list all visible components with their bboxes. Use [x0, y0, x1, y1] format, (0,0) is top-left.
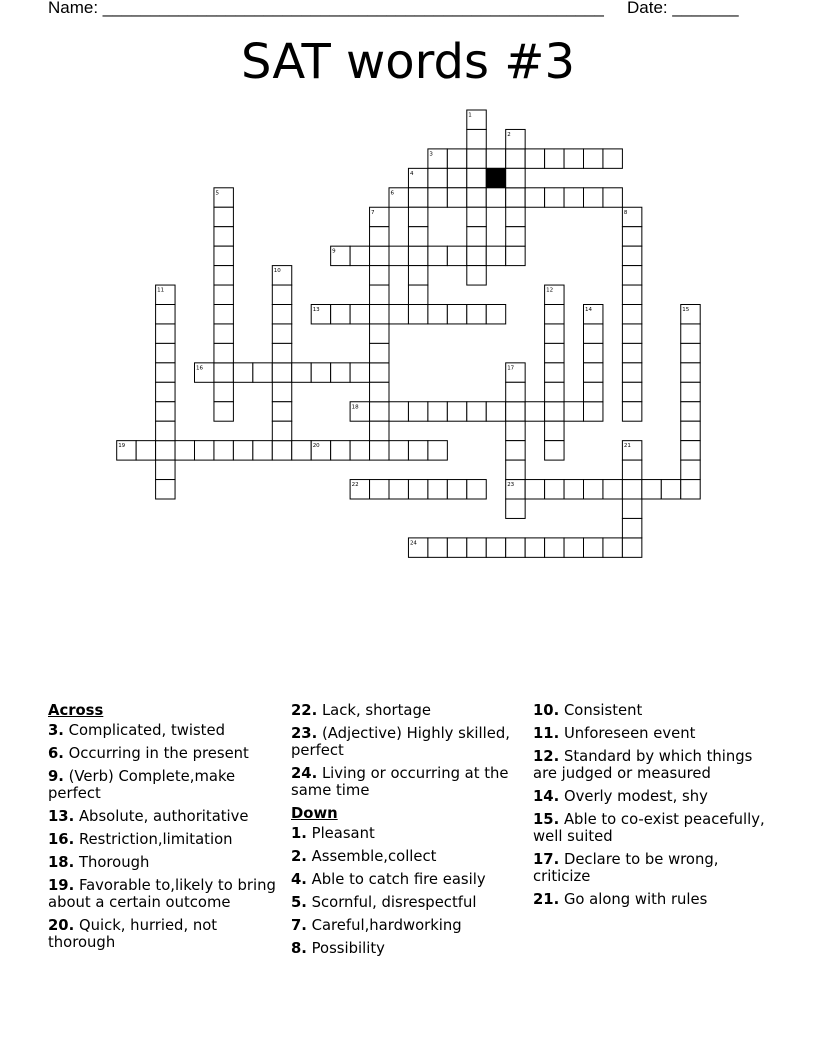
grid-cell[interactable]: [447, 305, 466, 324]
down-clue: [291, 848, 527, 865]
cell-number: 9: [332, 248, 336, 255]
grid-cell[interactable]: [681, 421, 700, 440]
grid-cell[interactable]: [408, 441, 427, 460]
down-clue: [533, 748, 773, 782]
down-clue: [291, 825, 527, 842]
grid-cell[interactable]: [545, 324, 564, 343]
grid-cell[interactable]: [622, 227, 641, 246]
grid-cell[interactable]: [467, 168, 486, 187]
grid-cell[interactable]: [214, 441, 233, 460]
grid-cell[interactable]: [408, 246, 427, 265]
cell-number: 22: [351, 482, 359, 489]
grid-cell[interactable]: [467, 480, 486, 499]
grid-cell[interactable]: [214, 382, 233, 401]
grid-cell[interactable]: [622, 382, 641, 401]
grid-cell[interactable]: [408, 480, 427, 499]
grid-cell[interactable]: [486, 402, 505, 421]
grid-cell[interactable]: [622, 266, 641, 285]
down-clue: [533, 788, 773, 805]
grid-cell[interactable]: [389, 246, 408, 265]
grid-cell[interactable]: [545, 538, 564, 557]
grid-cell[interactable]: [622, 343, 641, 362]
grid-cell[interactable]: [408, 266, 427, 285]
grid-cell[interactable]: [214, 266, 233, 285]
grid-cell[interactable]: [506, 246, 525, 265]
grid-cell[interactable]: [408, 188, 427, 207]
grid-cell[interactable]: [175, 441, 194, 460]
grid-cell[interactable]: [681, 363, 700, 382]
grid-cell[interactable]: [506, 207, 525, 226]
grid-cell[interactable]: [584, 538, 603, 557]
grid-cell[interactable]: [545, 402, 564, 421]
clue-text: Absolute, authoritative: [78, 808, 249, 825]
cell-number: 3: [429, 151, 433, 158]
clue-number: 22.: [291, 702, 318, 719]
clue-text: Restriction,limitation: [78, 831, 233, 848]
grid-cell[interactable]: [467, 305, 486, 324]
grid-cell[interactable]: [350, 363, 369, 382]
clue-number: 10.: [533, 702, 560, 719]
clue-number: 1.: [291, 825, 307, 842]
cell-number: 6: [390, 190, 394, 197]
down-heading: Down: [291, 805, 338, 822]
grid-cell[interactable]: [506, 168, 525, 187]
grid-cell[interactable]: [486, 188, 505, 207]
grid-cell[interactable]: [331, 363, 350, 382]
grid-cell[interactable]: [622, 538, 641, 557]
grid-cell[interactable]: [506, 149, 525, 168]
grid-cell[interactable]: [447, 402, 466, 421]
clue-text: Go along with rules: [563, 891, 708, 908]
clue-number: 20.: [48, 917, 75, 934]
grid-cell[interactable]: [681, 441, 700, 460]
grid-cell[interactable]: [506, 538, 525, 557]
grid-cell[interactable]: [622, 518, 641, 537]
grid-cell[interactable]: [545, 188, 564, 207]
clue-text: Consistent: [563, 702, 643, 719]
grid-cell[interactable]: [564, 402, 583, 421]
grid-cell[interactable]: [545, 441, 564, 460]
cell-number: 10: [273, 268, 281, 275]
down-clue: [533, 851, 773, 885]
across-heading: Across: [48, 702, 104, 719]
grid-cell[interactable]: [545, 149, 564, 168]
grid-cell[interactable]: [195, 441, 214, 460]
clue-text: Unforeseen event: [563, 725, 696, 742]
cell-number: 16: [196, 365, 203, 372]
grid-cell[interactable]: [467, 227, 486, 246]
grid-cell[interactable]: [681, 343, 700, 362]
clue-text: Complicated, twisted: [68, 722, 225, 739]
grid-cell[interactable]: [156, 324, 175, 343]
cell-number: 8: [623, 209, 628, 216]
grid-cell[interactable]: [545, 421, 564, 440]
grid-cell[interactable]: [545, 480, 564, 499]
grid-cell[interactable]: [506, 441, 525, 460]
clue-number: 14.: [533, 788, 560, 805]
grid-cell[interactable]: [331, 305, 350, 324]
grid-cell[interactable]: [584, 343, 603, 362]
grid-cell[interactable]: [545, 363, 564, 382]
clue-text: Careful,hardworking: [311, 917, 462, 934]
cell-number: 19: [118, 443, 126, 450]
grid-cell[interactable]: [233, 363, 252, 382]
grid-cell[interactable]: [272, 441, 291, 460]
grid-cell[interactable]: [389, 441, 408, 460]
grid-cell[interactable]: [428, 168, 447, 187]
grid-cell[interactable]: [564, 149, 583, 168]
grid-cell[interactable]: [428, 480, 447, 499]
cell-number: 1: [468, 112, 472, 119]
grid-cell[interactable]: [681, 402, 700, 421]
cell-number: 24: [409, 540, 417, 547]
grid-cell[interactable]: [467, 402, 486, 421]
grid-cell[interactable]: [214, 285, 233, 304]
grid-cell[interactable]: [642, 480, 661, 499]
grid-cell[interactable]: [622, 305, 641, 324]
clue-text: Living or occurring at the same time: [291, 765, 509, 799]
across-clue: [291, 702, 527, 719]
cell-number: 23: [507, 482, 515, 489]
grid-cell[interactable]: [370, 324, 389, 343]
grid-cell[interactable]: [506, 382, 525, 401]
grid-cell[interactable]: [292, 441, 311, 460]
grid-cell[interactable]: [564, 538, 583, 557]
grid-cell[interactable]: [370, 382, 389, 401]
grid-cell[interactable]: [564, 188, 583, 207]
across-clue: [48, 745, 288, 762]
grid-cell[interactable]: [506, 499, 525, 518]
grid-cell[interactable]: [525, 538, 544, 557]
grid-cell[interactable]: [389, 480, 408, 499]
grid-cell[interactable]: [408, 207, 427, 226]
grid-cell[interactable]: [584, 480, 603, 499]
clue-text: Possibility: [311, 940, 385, 957]
grid-cell[interactable]: [506, 227, 525, 246]
grid-cell[interactable]: [272, 382, 291, 401]
clue-number: 11.: [533, 725, 560, 742]
date-field-label: Date: _______: [627, 0, 739, 17]
clue-text: Standard by which things are judged or measured: [533, 748, 753, 782]
grid-cell[interactable]: [545, 305, 564, 324]
grid-cell[interactable]: [564, 480, 583, 499]
clue-text: Able to co-exist peacefully, well suited: [533, 811, 765, 845]
page-title: SAT words #3: [240, 34, 576, 90]
grid-cell[interactable]: [350, 246, 369, 265]
grid-cell[interactable]: [214, 402, 233, 421]
grid-cell[interactable]: [603, 188, 622, 207]
grid-cell[interactable]: [370, 285, 389, 304]
grid-cell[interactable]: [486, 538, 505, 557]
grid-cell[interactable]: [506, 402, 525, 421]
across-clue: [48, 917, 288, 951]
grid-cell[interactable]: [272, 402, 291, 421]
grid-cell[interactable]: [681, 480, 700, 499]
grid-cell[interactable]: [447, 149, 466, 168]
grid-cell[interactable]: [467, 266, 486, 285]
grid-cell[interactable]: [156, 343, 175, 362]
grid-cell[interactable]: [447, 538, 466, 557]
grid-cell[interactable]: [370, 402, 389, 421]
grid-cell[interactable]: [156, 460, 175, 479]
grid-cell[interactable]: [681, 324, 700, 343]
clue-number: 3.: [48, 722, 64, 739]
clue-text: (Adjective) Highly skilled, perfect: [291, 725, 510, 759]
grid-cell[interactable]: [681, 460, 700, 479]
clue-text: Occurring in the present: [68, 745, 249, 762]
grid-cell[interactable]: [428, 441, 447, 460]
cell-number: 18: [351, 404, 359, 411]
down-clue: [533, 811, 773, 845]
grid-cell[interactable]: [584, 382, 603, 401]
clue-text: Lack, shortage: [321, 702, 431, 719]
clue-text: Scornful, disrespectful: [311, 894, 477, 911]
grid-cell[interactable]: [428, 402, 447, 421]
cell-number: 7: [371, 209, 375, 216]
grid-cell[interactable]: [370, 480, 389, 499]
grid-cell[interactable]: [370, 421, 389, 440]
grid-cell[interactable]: [467, 149, 486, 168]
grid-cell[interactable]: [408, 402, 427, 421]
grid-cell[interactable]: [233, 441, 252, 460]
grid-cell[interactable]: [545, 382, 564, 401]
grid-cell[interactable]: [603, 538, 622, 557]
grid-cell[interactable]: [156, 421, 175, 440]
grid-cell[interactable]: [447, 246, 466, 265]
clue-number: 23.: [291, 725, 318, 742]
grid-cell[interactable]: [272, 324, 291, 343]
cell-number: 2: [507, 131, 511, 138]
grid-cell[interactable]: [253, 441, 272, 460]
grid-cell[interactable]: [389, 402, 408, 421]
grid-cell[interactable]: [214, 227, 233, 246]
across-clue: [291, 725, 527, 759]
grid-cell[interactable]: [136, 441, 155, 460]
clue-number: 7.: [291, 917, 307, 934]
grid-cell[interactable]: [428, 538, 447, 557]
grid-cell[interactable]: [214, 305, 233, 324]
across-clue: [48, 768, 288, 802]
clue-number: 16.: [48, 831, 75, 848]
grid-cell[interactable]: [622, 480, 641, 499]
clue-number: 2.: [291, 848, 307, 865]
grid-cell[interactable]: [408, 227, 427, 246]
grid-cell[interactable]: [525, 402, 544, 421]
grid-cell[interactable]: [292, 363, 311, 382]
across-clue: [48, 877, 288, 911]
grid-cell[interactable]: [311, 363, 330, 382]
grid-cell[interactable]: [603, 149, 622, 168]
grid-cell[interactable]: [272, 421, 291, 440]
grid-cell[interactable]: [622, 460, 641, 479]
grid-cell[interactable]: [603, 480, 622, 499]
grid-cell[interactable]: [467, 129, 486, 148]
grid-cell[interactable]: [214, 324, 233, 343]
clue-number: 6.: [48, 745, 64, 762]
grid-cell[interactable]: [622, 402, 641, 421]
down-clue: [533, 891, 773, 908]
grid-cell[interactable]: [350, 441, 369, 460]
cell-number: 11: [157, 287, 165, 294]
grid-cell[interactable]: [214, 343, 233, 362]
grid-cell[interactable]: [370, 363, 389, 382]
grid-cell[interactable]: [272, 285, 291, 304]
clue-column-3: [533, 702, 773, 914]
cell-number: 15: [682, 307, 690, 313]
grid-cell[interactable]: [506, 188, 525, 207]
grid-cell[interactable]: [506, 460, 525, 479]
clue-text: Assemble,collect: [311, 848, 437, 865]
across-clue: [48, 854, 288, 871]
grid-cell[interactable]: [428, 246, 447, 265]
grid-cell[interactable]: [272, 343, 291, 362]
clue-number: 12.: [533, 748, 560, 765]
grid-cell[interactable]: [584, 149, 603, 168]
across-clue: [291, 765, 527, 799]
grid-cell[interactable]: [370, 227, 389, 246]
grid-cell[interactable]: [370, 441, 389, 460]
down-clue: [291, 917, 527, 934]
clue-number: 24.: [291, 765, 318, 782]
clue-number: 18.: [48, 854, 75, 871]
grid-cell[interactable]: [467, 538, 486, 557]
grid-cell[interactable]: [214, 246, 233, 265]
clue-number: 19.: [48, 877, 75, 894]
cell-number: 14: [585, 307, 592, 313]
grid-cell[interactable]: [156, 305, 175, 324]
down-clue: [533, 702, 773, 719]
grid-cell[interactable]: [214, 363, 233, 382]
grid-cell[interactable]: [622, 363, 641, 382]
grid-cell[interactable]: [506, 421, 525, 440]
clue-text: Able to catch fire easily: [311, 871, 486, 888]
grid-cell[interactable]: [156, 441, 175, 460]
grid-cell[interactable]: [370, 266, 389, 285]
grid-cell[interactable]: [525, 480, 544, 499]
down-clue: [291, 871, 527, 888]
across-clue: [48, 831, 288, 848]
clue-number: 21.: [533, 891, 560, 908]
grid-cell[interactable]: [622, 285, 641, 304]
clue-column-1: [48, 702, 288, 957]
clue-text: Favorable to,likely to bring about a certain outcome: [48, 877, 276, 911]
clue-text: Thorough: [78, 854, 150, 871]
grid-cell[interactable]: [467, 246, 486, 265]
grid-cell[interactable]: [156, 363, 175, 382]
grid-cell[interactable]: [272, 363, 291, 382]
name-field-label: Name: _____________________________________________________: [48, 0, 604, 17]
down-clue: [291, 894, 527, 911]
clue-number: 13.: [48, 808, 75, 825]
down-clue: [291, 940, 527, 957]
grid-cell[interactable]: [370, 305, 389, 324]
cell-number: 13: [312, 307, 320, 313]
clue-number: 9.: [48, 768, 64, 785]
grid-cell[interactable]: [467, 207, 486, 226]
grid-cell[interactable]: [408, 285, 427, 304]
grid-cell[interactable]: [156, 402, 175, 421]
down-clue: [533, 725, 773, 742]
grid-cell[interactable]: [661, 480, 680, 499]
clue-text: (Verb) Complete,make perfect: [48, 768, 236, 802]
clue-number: 5.: [291, 894, 307, 911]
clue-number: 4.: [291, 871, 307, 888]
grid-cell[interactable]: [350, 305, 369, 324]
grid-cell[interactable]: [584, 324, 603, 343]
across-clue: [48, 722, 288, 739]
clue-number: 15.: [533, 811, 560, 828]
grid-cell[interactable]: [331, 441, 350, 460]
grid-cell[interactable]: [156, 382, 175, 401]
grid-cell[interactable]: [370, 343, 389, 362]
grid-cell[interactable]: [467, 188, 486, 207]
cell-number: 17: [507, 365, 515, 372]
grid-cell[interactable]: [486, 246, 505, 265]
grid-cell[interactable]: [428, 305, 447, 324]
grid-cell[interactable]: [584, 188, 603, 207]
across-clue: [48, 808, 288, 825]
grid-cell[interactable]: [584, 363, 603, 382]
clue-column-2: [291, 702, 527, 963]
clue-number: 8.: [291, 940, 307, 957]
grid-cell[interactable]: [428, 188, 447, 207]
grid-cell[interactable]: [525, 149, 544, 168]
grid-cell[interactable]: [486, 149, 505, 168]
grid-cell[interactable]: [214, 207, 233, 226]
grid-cell[interactable]: [447, 480, 466, 499]
cell-number: 5: [215, 190, 219, 197]
grid-cell[interactable]: [408, 305, 427, 324]
grid-cell[interactable]: [447, 168, 466, 187]
clue-text: Overly modest, shy: [563, 788, 708, 805]
grid-cell[interactable]: [370, 246, 389, 265]
cell-number: 21: [623, 443, 631, 450]
grid-cell[interactable]: [622, 499, 641, 518]
grid-cell[interactable]: [253, 363, 272, 382]
grid-cell[interactable]: [389, 305, 408, 324]
grid-cell[interactable]: [486, 305, 505, 324]
grid-cell[interactable]: [156, 480, 175, 499]
grid-cell[interactable]: [622, 324, 641, 343]
cell-number: 20: [312, 443, 320, 450]
grid-cell[interactable]: [545, 343, 564, 362]
cell-number: 4: [409, 170, 414, 177]
clue-text: Quick, hurried, not thorough: [48, 917, 218, 951]
clue-number: 17.: [533, 851, 560, 868]
grid-cell[interactable]: [622, 246, 641, 265]
black-cell: [486, 168, 505, 187]
grid-cell[interactable]: [447, 188, 466, 207]
clue-text: Pleasant: [311, 825, 375, 842]
grid-cell[interactable]: [272, 305, 291, 324]
grid-cell[interactable]: [525, 188, 544, 207]
clue-text: Declare to be wrong, criticize: [533, 851, 719, 885]
grid-cell[interactable]: [681, 382, 700, 401]
cell-number: 12: [546, 287, 554, 294]
grid-cell[interactable]: [584, 402, 603, 421]
